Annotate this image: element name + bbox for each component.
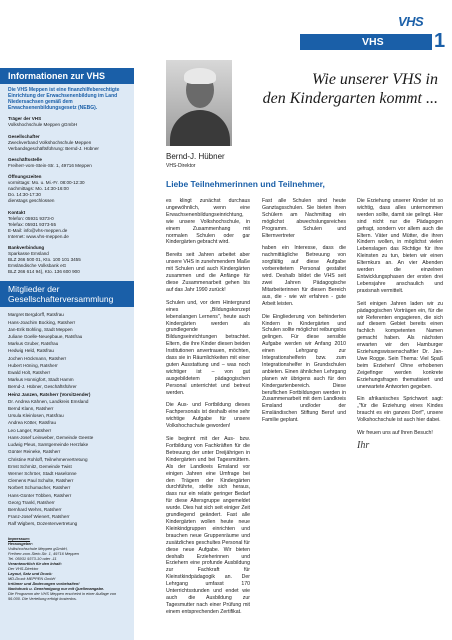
paragraph: Seit einigen Jahren laden wir zu pädagogischen Vorträgen ein, für die wir Referenten engagieren, die sich auf diesem Gebiet bereits einen fachlich kompetenten Namen gemacht haben. Als nächsten erwarten wir den Hamburger Erziehungswissenschaftler Dr. Jan-Uwe Rogge. Sein Thema: Viel Spaß beim Erziehen! Ohne erhobenen Zeigefinger werden konkrete Erziehungsfragen thematisiert und unerwartete Antworten gegeben.: [357, 300, 443, 390]
member-item: Juliane Goelle-Neuepbaue, Ratsfrau: [8, 334, 83, 340]
members-heading: Mitglieder der Gesellschafterversammlung: [0, 281, 134, 307]
gesellschafter-title: Gesellschafter: [8, 133, 40, 139]
member-item: Ursula Kleinlosen, Ratsfrau: [8, 413, 64, 419]
member-item: Ernst Schmitz, Gemeinde Twist: [8, 463, 72, 469]
member-item: Jan-Erik Bohling, Stadt Meppen: [8, 326, 73, 332]
member-item: Margret Bergdorff, Ratsfrau: [8, 312, 64, 318]
article-column-1: [166, 198, 250, 622]
imp-line: Nachdruck u. Genehmigung nur mit Quellenangabe.: [8, 585, 105, 591]
member-item: Jochen Höckmann, Ratsherr: [8, 355, 67, 361]
member-item: Ewald Holt, Ratsherr: [8, 370, 51, 376]
paragraph: Fast alle Schulen sind heute Ganztagsschulen. Sie bieten ihren Schülern am Nachmittag ein möglichst abwechslungsreiches Programm. Schulen und Elternvertreter: [262, 198, 346, 239]
gesellschafter-text: Zweckverband Volkshochschule Meppen Verbandsgeschäftsführung: Bernd-J. Hübner: [8, 139, 99, 151]
kontakt-title: Kontakt: [8, 209, 26, 215]
imp-line: MD-Druck MEPPEN GmbH: [8, 575, 56, 581]
member-item: Christine Rohloff, Teilnehmervertretung: [8, 456, 88, 462]
member-item: Leo Langer, Ratsherr: [8, 427, 52, 433]
vhs-logo: VHS: [398, 14, 424, 29]
member-item: Hedwig Held, Ratsfrau: [8, 348, 54, 354]
stelle-title: Geschäftsstelle: [8, 156, 42, 162]
paragraph: Die Erziehung unserer Kinder ist so wichtig, dass alles unternommen werden sollte, damit sie gelingt. Hier sind nicht nur die Pädagogen gefragt, sondern vor allem auch die Eltern. Väter und Mütter, die ihren Kindern wollen, in möglichst vielen Lebenslagen das Richtige für ihre Kleinsten zu tun, bieten wir einen Elternkurs an. An vier Abenden werden die einzelnen Entwicklungsphasen der ersten drei Lebensjahre anschaulich und praxisnah vermittelt.: [357, 198, 443, 294]
bank-line: Emsländische Volksbank eG: [8, 263, 67, 269]
info-heading: Informationen zur VHS: [0, 68, 134, 84]
kontakt-email[interactable]: E-Mail: info@vhs-meppen.de: [8, 227, 68, 233]
imp-line: Herausgeber:: [8, 540, 34, 546]
imp-line: Irrtümer und Änderungen vorbehalten!: [8, 580, 80, 586]
article-headline: [238, 70, 438, 108]
headline-line: Wie unserer VHS in: [311, 71, 438, 88]
member-item: Dr. Andrea Kähnen, Landkreis Emsland: [8, 398, 89, 404]
member-item: Andrea Kötter, Ratsfrau: [8, 420, 57, 426]
member-item: Ludwig Pleus, Samtgemeinde Herzlake: [8, 442, 89, 448]
paragraph: Ein afrikanisches Sprichwort sagt: „"für die Erziehung eines Kindes braucht es ein ganzes Dorf", unsere Volkshochschule ist auch hier dabei.: [357, 396, 443, 424]
member-item: Norbert Schumacher, Ratsherr: [8, 485, 71, 491]
kontakt-line: Telefon: 05931 9373-0: [8, 215, 54, 221]
kontakt-website[interactable]: Internet: www.vhs-meppen.de: [8, 233, 69, 239]
bank-line: BLZ 266 500 01, Kto. 100 101 3455: [8, 257, 81, 263]
member-item: Heinz Janzen, Ratsherr (Vorsitzender): [8, 391, 91, 397]
article-column-3: [357, 198, 443, 450]
imp-line: Layout, Satz und Druck:: [8, 570, 53, 576]
member-item: Bernd-J. Hübner, Geschäftsführer: [8, 384, 77, 390]
member-item: Bernhard Wehrs, Ratsherr: [8, 506, 62, 512]
info-sidebar: [0, 68, 134, 640]
intro-text: Die VHS Meppen ist eine finanzhilfeberechtigte Einrichtung der Erwachsenenbildung im Land Niedersachsen gemäß dem Erwachsenenbildungsgesetz (NEBG).: [8, 87, 120, 112]
signature: Ihr: [357, 440, 370, 451]
member-item: Hans-Günter Többen, Ratsherr: [8, 492, 72, 498]
info-block: [0, 84, 134, 275]
portrait-photo: [166, 60, 232, 146]
kontakt-line: Telefax: 05931 9373-55: [8, 221, 57, 227]
paragraph: Die Eingliederung von behinderten Kindern in Kindergärten und Schulen sollte möglichst reibungslos gelingen. Für diese sensible Aufgabe werden wir Anfang 2010 einen Lehrgang zur Integrationshelferin bzw. zum Integrationshelfer in Grundschulen anbieten. Einen ähnlichen Lehrgang planen wir übrigens auch für den Kindergartenbereich. Diese beruflichen Fortbildungen werden in Zusammenarbeit mit dem Landkreis Emsland und/oder der Emsländischen Stiftung Beruf und Familie geplant.: [262, 313, 346, 424]
zeiten-line: nachmittags: Mo. 14:30-16:00: [8, 186, 69, 192]
stelle-text: Freiherr-vom-Stein-Str. 1, 49716 Meppen: [8, 162, 92, 168]
member-item: Georg Trankl, Ratsherr: [8, 499, 55, 505]
member-item: Hans-Josef Leinweber, Gemeinde Geeste: [8, 434, 94, 440]
page-header: [0, 0, 452, 60]
traeger-text: Volkshochschule Meppen gGmbH: [8, 122, 78, 128]
member-item: Clemens Paul Schulte, Ratsherr: [8, 478, 74, 484]
headline-line: den Kindergarten kommt ...: [262, 90, 438, 107]
zeiten-line: dienstags geschlossen: [8, 198, 55, 204]
member-item: Markus Honnigfort, Stadt Hamm: [8, 377, 74, 383]
member-item: Markus Gruber, Ratsfrau: [8, 341, 59, 347]
imp-line: Freiherr-vom-Stein-Str. 1, 49716 Meppen: [8, 550, 79, 556]
member-item: Hans-Joachim Bocking, Ratsherr: [8, 319, 76, 325]
member-item: Ralf Wigbers, Dozentenvertretung: [8, 521, 78, 527]
imp-line: Tel. 05931 9373-10 oder -11: [8, 555, 57, 561]
bank-line: BLZ 266 614 94), Kto. 136 600 900: [8, 269, 80, 275]
zeiten-title: Öffnungszeiten: [8, 174, 42, 180]
imp-line: Der VHS-Direktor: [8, 565, 39, 571]
member-item: Günter Reineke, Ratsherr: [8, 449, 61, 455]
paragraph: Schulen und, vor dem Hintergrund eines „Bildungskonzept lebenslangen Lernens", heute auch Kindergärten werden als grundlegende Bildungseinrichtungen betrachtet. Eltern, die ihre Kinder diesen beiden Institutionen anvertrauen, möchten, dass sie in Räumlichkeiten mit einer guten Ausstattung und – was noch wichtiger ist – von gut ausgebildetem pädagogischen Personal unterrichtet und betreut werden.: [166, 299, 250, 396]
members-list: [0, 307, 134, 527]
imp-line: Verantwortlich für den Inhalt:: [8, 560, 62, 566]
impressum-title: Impressum:: [8, 535, 31, 541]
portrait-caption-role: VHS-Direktor: [166, 163, 196, 169]
section-bar: VHS Meppen: [300, 34, 432, 50]
paragraph: Die Aus- und Fortbildung dieses Fachpersonals ist deshalb eine sehr wichtige Aufgabe für unsere Volkshochschule geworden!: [166, 402, 250, 430]
bank-title: Bankverbindung: [8, 244, 45, 250]
paragraph: es klingt zunächst durchaus ungewöhnlich, wenn eine Erwachsenenbildungseinrichtung, wie unsere Volkshochschule, in einem Zusammenhang mit normalen Schulen oder gar Kindergärten gebracht wird.: [166, 198, 250, 246]
page-number: 1: [434, 30, 446, 52]
article-column-2: [262, 198, 346, 430]
paragraph: Wir freuen uns auf Ihren Besuch!: [357, 430, 433, 437]
bank-line: Sparkasse Emsland: [8, 251, 49, 257]
member-item: Hubert Höning, Ratsherr: [8, 362, 58, 368]
portrait-caption-name: Bernd-J. Hübner: [166, 152, 225, 161]
imp-line: Die Programm der VHS Meppen erscheint in einer Auflage von 56.000. Die Verteilung erfolgt kostenlos.: [8, 590, 117, 601]
paragraph: Bereits seit Jahren arbeitet aber unsere VHS in zunehmendem Maße mit Schulen und auch Kindergärten zusammen und die Anfänge für diese Zusammenarbeit gehen bis auf das Jahr 1990 zurück!: [166, 252, 250, 293]
member-item: Franz-Josef Wienert, Ratsherr: [8, 514, 70, 520]
paragraph: Sie beginnt mit der Aus- bzw. Fortbildung von Fachkräften für die Betreuung der unter Dreijährigen in Kindergärten und bei Tagesmüttern. Als der Landkreis Emsland vor einigen Jahren eine Umfrage bei den Trägern der Kindergärten durchführte, stellte sich heraus, dass nur ein relativ geringer Bedarf für diese Altersgruppe angemeldet wurde. Dies hat sich seit einiger Zeit grundlegend geändert. Fast alle Kindergärten wollen heute neue Kleinkindgruppen einrichten und brauchen neue Gruppenräume und zusätzliches geschultes Personal für diese neue Aufgabe. Wir bieten deshalb Erzieherinnen und Erziehern eine profunde Ausbildung zur Fachkraft für Kleinstkindpädagogik an. Der Lehrgang umfasst 170 Unterrichtsstunden und endet wie auch die Ausbildung zur Tagesmutter nach einer Prüfung mit einem entsprechenden Zertifikat.: [166, 436, 250, 615]
member-item: Werner Schröer, Stadt Haselünne: [8, 470, 77, 476]
traeger-title: Träger der VHS: [8, 116, 42, 122]
paragraph: haben ein Interesse, dass die nachmittägliche Betreuung von sorgfältig auf diese Aufgabe vorbereitetem Personal gestaltet wird. Deshalb bildet die VHS seit zwei Jahren Pädagogische Mitarbeiterinnen für diesen Bereich aus, die - wie wir erfahren - gute Arbeit leisten.: [262, 245, 346, 307]
article-salutation: Liebe Teilnehmerinnen und Teilnehmer,: [166, 179, 325, 189]
impressum: [0, 528, 134, 601]
zeiten-line: Do. 14:30-17:30: [8, 192, 41, 198]
imp-line: Volkshochschule Meppen gGmbH,: [8, 545, 68, 551]
zeiten-line: vormittags: Mo. u. Mi.-Fr. 08:00-12:30: [8, 180, 85, 186]
member-item: Bernd Klann, Ratsherr: [8, 406, 54, 412]
